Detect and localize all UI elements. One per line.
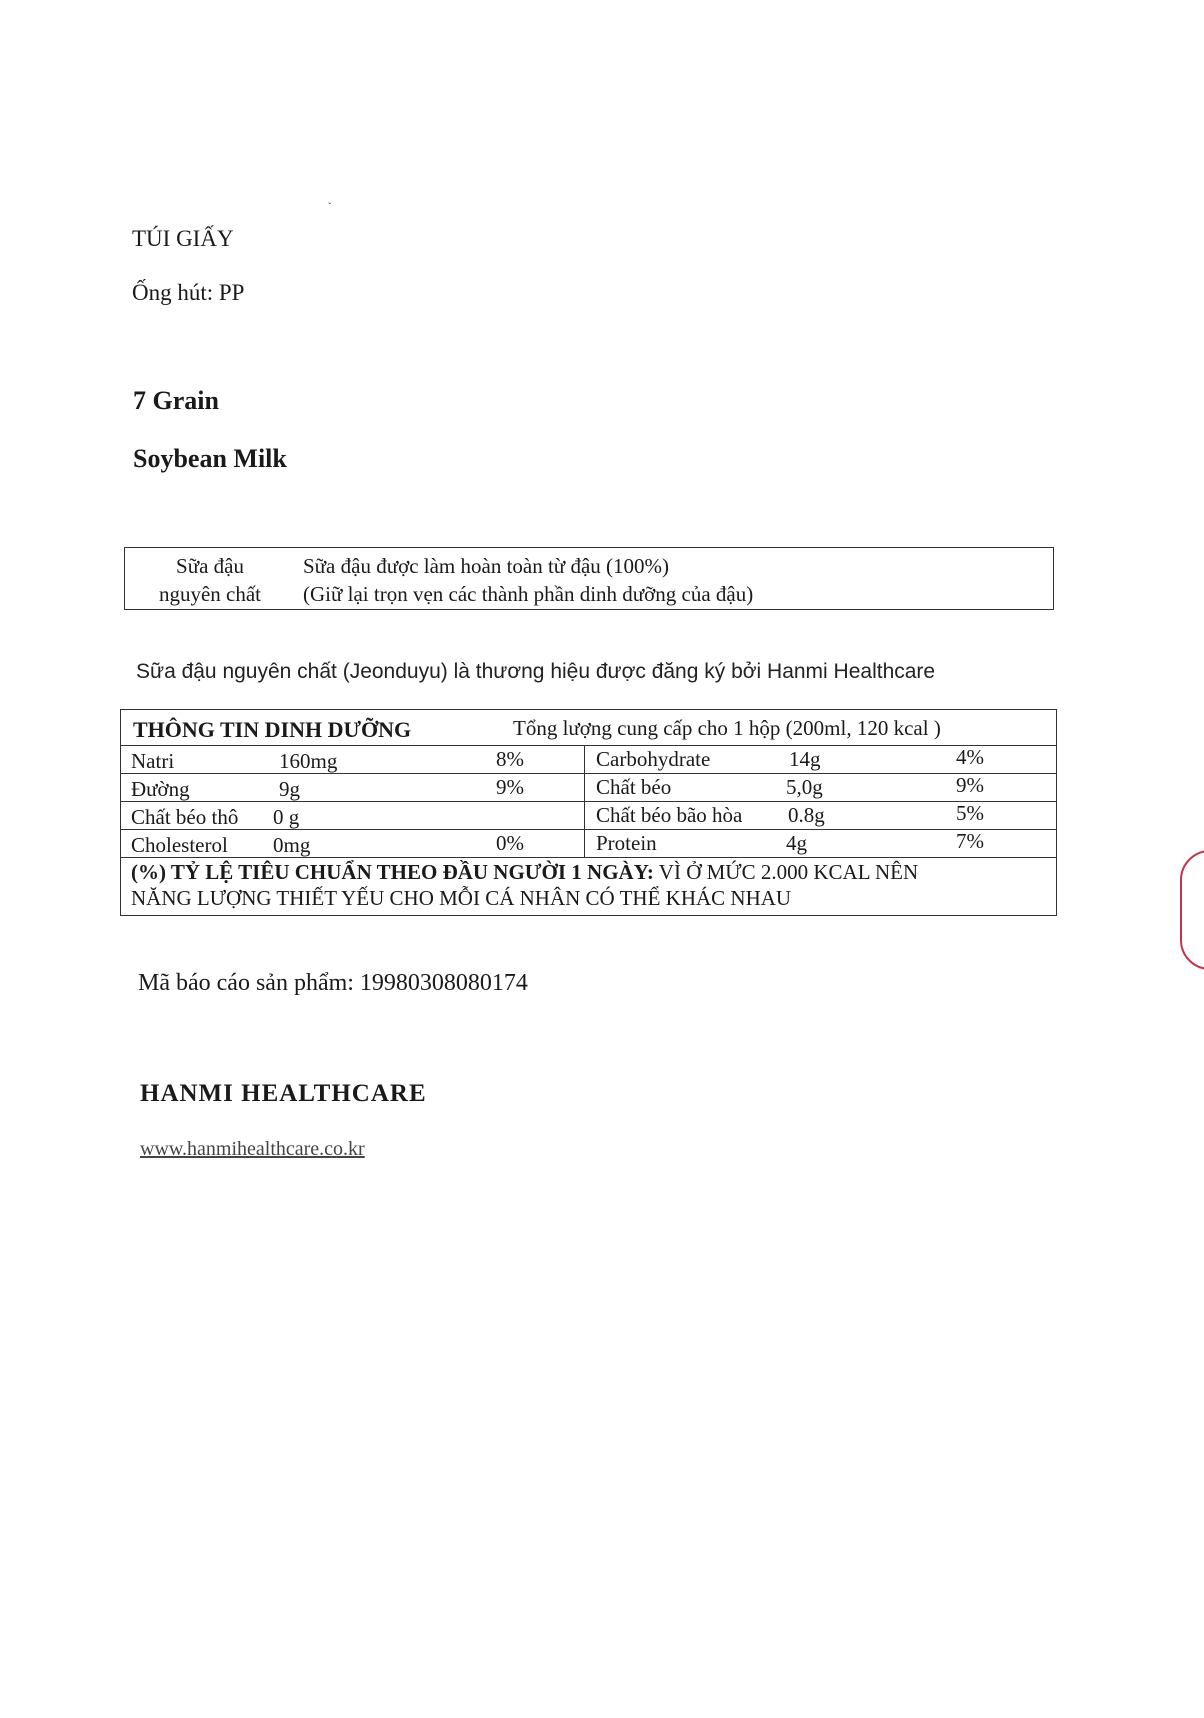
nutrient-amount: 5,0g (786, 775, 823, 799)
daily-value-note (131, 860, 918, 885)
nutrient-name: Carbohydrate (596, 747, 711, 771)
nutrient-amount: 0mg (273, 833, 311, 857)
product-name-line1: 7 Grain (133, 386, 219, 415)
table-divider (121, 745, 1056, 746)
website-link[interactable]: www.hanmihealthcare.co.kr (140, 1138, 365, 1160)
table-divider (121, 773, 1056, 774)
daily-value-note-bold: (%) TỶ LỆ TIÊU CHUẨN THEO ĐẦU NGƯỜI 1 NGÀY: (131, 860, 654, 884)
category-description-line1: Sữa đậu được làm hoàn toàn từ đậu (100%) (303, 554, 669, 578)
nutrient-name: Chất béo thô (131, 805, 239, 829)
nutrient-amount: 14g (789, 747, 821, 771)
nutrient-amount: 0 g (273, 805, 300, 829)
nutrient-percent: 8% (496, 747, 524, 771)
category-label-line2: nguyên chất (158, 582, 262, 606)
nutrient-percent: 9% (956, 773, 984, 797)
category-description-line2: (Giữ lại trọn vẹn các thành phần dinh dưỡng của đậu) (303, 582, 754, 606)
table-divider (121, 829, 1056, 830)
category-box (124, 547, 1054, 610)
nutrient-amount: 4g (786, 831, 807, 855)
nutrient-name: Natri (131, 749, 175, 773)
category-description (303, 552, 753, 608)
nutrition-table (120, 709, 1057, 916)
table-divider (121, 801, 1056, 802)
daily-value-note-rest: VÌ Ở MỨC 2.000 KCAL NÊN (653, 860, 919, 884)
nutrient-amount: 0.8g (788, 803, 825, 827)
daily-value-note-line2: NĂNG LƯỢNG THIẾT YẾU CHO MỖI CÁ NHÂN CÓ THỂ KHÁC NHAU (131, 886, 792, 910)
nutrient-name: Protein (596, 831, 657, 855)
category-label (125, 552, 295, 608)
category-label-line1: Sữa đậu (176, 554, 244, 578)
nutrient-percent: 4% (956, 745, 984, 769)
straw-material: Ống hút: PP (132, 280, 245, 305)
nutrient-name: Chất béo bão hòa (596, 803, 743, 827)
nutrient-percent: 5% (956, 801, 984, 825)
nutrient-amount: 9g (279, 777, 300, 801)
company-name: HANMI HEALTHCARE (140, 1080, 427, 1107)
nutrient-name: Cholesterol (131, 833, 228, 857)
nutrient-name: Chất béo (596, 775, 672, 799)
nutrition-title: THÔNG TIN DINH DƯỠNG (133, 717, 412, 742)
nutrient-percent: 9% (496, 775, 524, 799)
serving-info: Tổng lượng cung cấp cho 1 hộp (200ml, 120 kcal ) (513, 716, 941, 740)
nutrient-amount: 160mg (279, 749, 338, 773)
brand-note: Sữa đậu nguyên chất (Jeonduyu) là thương hiệu được đăng ký bởi Hanmi Healthcare (136, 660, 936, 683)
nutrient-percent: 7% (956, 829, 984, 853)
product-report-code: Mã báo cáo sản phẩm: 19980308080174 (138, 970, 528, 996)
nutrient-name: Đường (131, 777, 190, 801)
table-column-divider (584, 745, 585, 857)
scan-mark: ˇ (328, 202, 332, 213)
packaging-type: TÚI GIẤY (132, 226, 234, 251)
product-name-line2: Soybean Milk (133, 444, 287, 473)
table-divider (121, 857, 1056, 858)
seal-stamp (1180, 850, 1204, 970)
nutrient-percent: 0% (496, 831, 524, 855)
